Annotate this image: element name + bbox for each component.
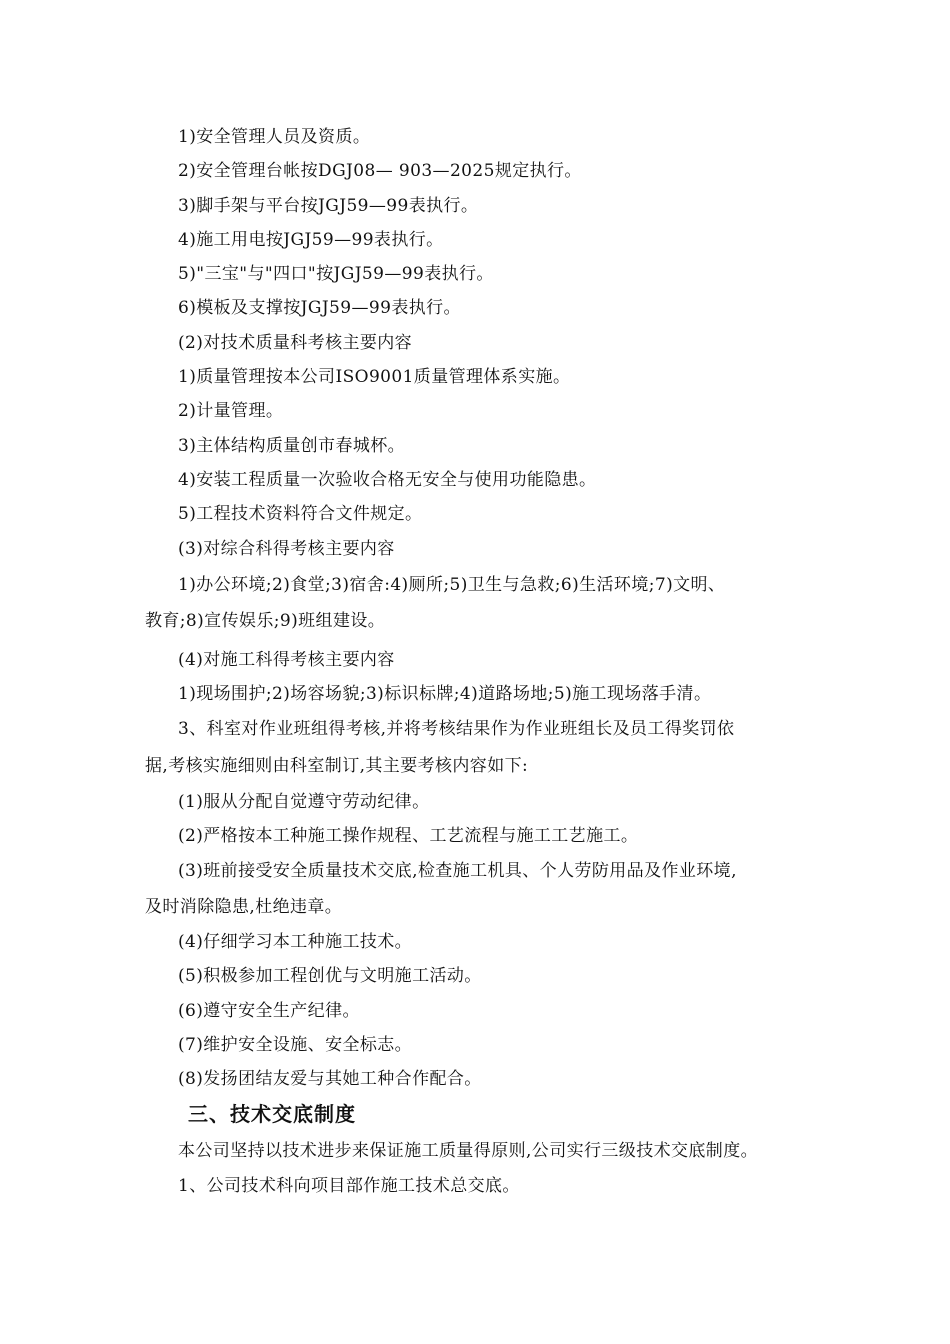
text-line: 3)脚手架与平台按JGJ59—99表执行。 [178, 196, 479, 216]
text-line: 5)工程技术资料符合文件规定。 [178, 504, 423, 524]
text-line: 本公司坚持以技术进步来保证施工质量得原则,公司实行三级技术交底制度。 [178, 1141, 759, 1161]
text-line: 2)安全管理台帐按DGJ08— 903—2025规定执行。 [178, 161, 582, 181]
text-line: 3)主体结构质量创市春城杯。 [178, 436, 406, 456]
text-line: 据,考核实施细则由科室制订,其主要考核内容如下: [145, 756, 529, 776]
subsection-title: (3)对综合科得考核主要内容 [178, 539, 395, 559]
text-line: 3、科室对作业班组得考核,并将考核结果作为作业班组长及员工得奖罚依 [178, 719, 735, 739]
text-line: (3)班前接受安全质量技术交底,检查施工机具、个人劳防用品及作业环境, [178, 861, 737, 881]
text-line: 1)质量管理按本公司ISO9001质量管理体系实施。 [178, 367, 571, 387]
text-line: (2)严格按本工种施工操作规程、工艺流程与施工工艺施工。 [178, 826, 639, 846]
text-line: (1)服从分配自觉遵守劳动纪律。 [178, 792, 430, 812]
text-line: 及时消除隐患,杜绝违章。 [145, 897, 343, 917]
text-line: 1)办公环境;2)食堂;3)宿舍:4)厕所;5)卫生与急救;6)生活环境;7)文明、 [178, 575, 726, 595]
text-line: 4)安装工程质量一次验收合格无安全与使用功能隐患。 [178, 470, 597, 490]
subsection-title: (4)对施工科得考核主要内容 [178, 650, 395, 670]
text-line: 4)施工用电按JGJ59—99表执行。 [178, 230, 444, 250]
text-line: (6)遵守安全生产纪律。 [178, 1001, 360, 1021]
text-line: (7)维护安全设施、安全标志。 [178, 1035, 413, 1055]
text-line: 1)安全管理人员及资质。 [178, 127, 371, 147]
text-line: 1、公司技术科向项目部作施工技术总交底。 [178, 1176, 520, 1196]
text-line: 2)计量管理。 [178, 401, 284, 421]
text-line: (8)发扬团结友爱与其她工种合作配合。 [178, 1069, 482, 1089]
text-line: (4)仔细学习本工种施工技术。 [178, 932, 413, 952]
text-line: 1)现场围护;2)场容场貌;3)标识标牌;4)道路场地;5)施工现场落手清。 [178, 684, 712, 704]
text-line: 5)"三宝"与"四口"按JGJ59—99表执行。 [178, 264, 494, 284]
text-line: (5)积极参加工程创优与文明施工活动。 [178, 966, 482, 986]
section-heading: 三、技术交底制度 [188, 1102, 356, 1126]
text-line: 6)模板及支撑按JGJ59—99表执行。 [178, 298, 461, 318]
text-line: 教育;8)宣传娱乐;9)班组建设。 [145, 611, 386, 631]
subsection-title: (2)对技术质量科考核主要内容 [178, 333, 413, 353]
